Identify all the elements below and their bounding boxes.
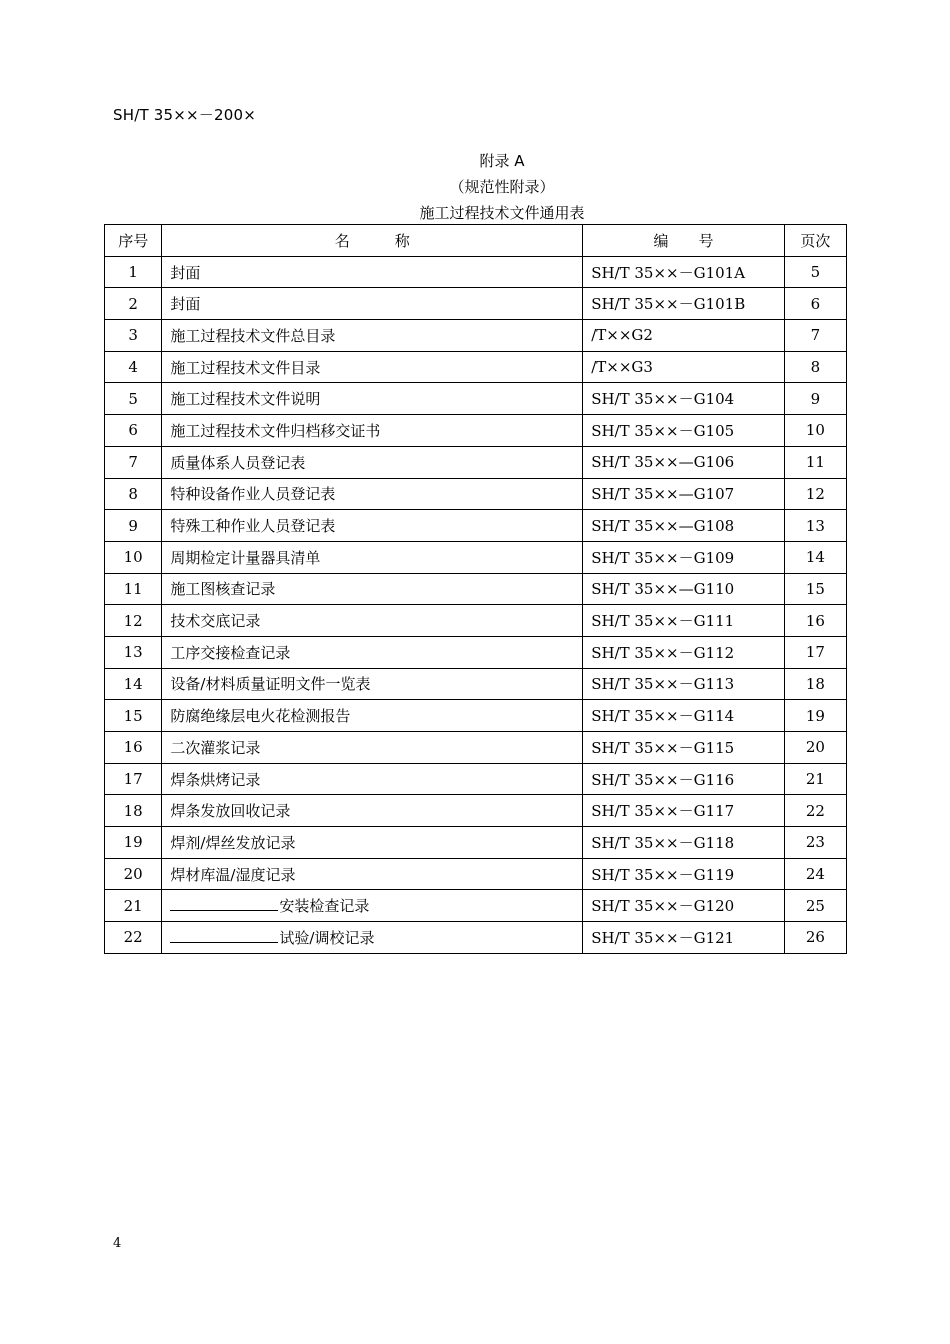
row-page: 10 bbox=[784, 415, 846, 447]
document-code-header: SH/T 35××－200× bbox=[113, 106, 257, 124]
row-number: 21 bbox=[105, 890, 162, 922]
table-row bbox=[105, 636, 847, 668]
row-name-cell bbox=[162, 858, 583, 890]
row-code: SH/T 35××—G107 bbox=[583, 478, 785, 510]
header-page: 页次 bbox=[784, 225, 846, 257]
row-page: 22 bbox=[784, 795, 846, 827]
row-name-cell bbox=[162, 256, 583, 288]
row-number: 8 bbox=[105, 478, 162, 510]
table-row bbox=[105, 890, 847, 922]
row-page: 9 bbox=[784, 383, 846, 415]
row-name-cell bbox=[162, 541, 583, 573]
row-name: 封面 bbox=[170, 295, 201, 314]
table-row bbox=[105, 351, 847, 383]
fill-in-blank-line bbox=[170, 928, 278, 943]
table-row bbox=[105, 858, 847, 890]
row-page: 13 bbox=[784, 510, 846, 542]
row-name: 施工过程技术文件说明 bbox=[170, 390, 321, 409]
row-name: 焊条烘烤记录 bbox=[170, 770, 261, 789]
row-name-cell bbox=[162, 573, 583, 605]
row-page: 21 bbox=[784, 763, 846, 795]
row-code: /T××G3 bbox=[583, 351, 785, 383]
row-name: 安装检查记录 bbox=[279, 897, 370, 916]
row-code: SH/T 35××—G110 bbox=[583, 573, 785, 605]
row-name-cell bbox=[162, 732, 583, 764]
row-name-cell bbox=[162, 351, 583, 383]
row-code: SH/T 35××－G118 bbox=[583, 827, 785, 859]
row-number: 10 bbox=[105, 541, 162, 573]
table-row bbox=[105, 541, 847, 573]
table-header-row bbox=[105, 225, 847, 257]
row-name: 施工过程技术文件归档移交证书 bbox=[170, 421, 381, 440]
header-code: 编 号 bbox=[583, 225, 785, 257]
row-code: SH/T 35××－G104 bbox=[583, 383, 785, 415]
row-name-cell bbox=[162, 795, 583, 827]
row-code: SH/T 35××－G117 bbox=[583, 795, 785, 827]
row-number: 16 bbox=[105, 732, 162, 764]
table-row bbox=[105, 795, 847, 827]
table-row bbox=[105, 763, 847, 795]
row-page: 18 bbox=[784, 668, 846, 700]
row-number: 12 bbox=[105, 605, 162, 637]
row-name: 设备/材料质量证明文件一览表 bbox=[170, 675, 371, 694]
table-row bbox=[105, 446, 847, 478]
row-code: SH/T 35××—G108 bbox=[583, 510, 785, 542]
row-number: 17 bbox=[105, 763, 162, 795]
row-name-cell bbox=[162, 383, 583, 415]
row-page: 12 bbox=[784, 478, 846, 510]
table-row bbox=[105, 320, 847, 352]
row-name: 特殊工种作业人员登记表 bbox=[170, 517, 336, 536]
row-name: 工序交接检查记录 bbox=[170, 643, 291, 662]
row-number: 13 bbox=[105, 636, 162, 668]
row-page: 20 bbox=[784, 732, 846, 764]
row-page: 16 bbox=[784, 605, 846, 637]
row-name-cell bbox=[162, 668, 583, 700]
row-code: SH/T 35××－G111 bbox=[583, 605, 785, 637]
row-number: 3 bbox=[105, 320, 162, 352]
header-name: 名 称 bbox=[162, 225, 583, 257]
row-name-cell bbox=[162, 700, 583, 732]
row-number: 1 bbox=[105, 256, 162, 288]
row-number: 7 bbox=[105, 446, 162, 478]
table-row bbox=[105, 668, 847, 700]
row-name-cell bbox=[162, 890, 583, 922]
row-number: 15 bbox=[105, 700, 162, 732]
row-page: 8 bbox=[784, 351, 846, 383]
row-name: 施工过程技术文件总目录 bbox=[170, 326, 336, 345]
row-page: 19 bbox=[784, 700, 846, 732]
row-name: 试验/调校记录 bbox=[279, 928, 375, 947]
table-row bbox=[105, 732, 847, 764]
row-code: SH/T 35××－G120 bbox=[583, 890, 785, 922]
row-name: 焊材库温/湿度记录 bbox=[170, 865, 296, 884]
row-number: 11 bbox=[105, 573, 162, 605]
row-code: SH/T 35××－G113 bbox=[583, 668, 785, 700]
row-name: 防腐绝缘层电火花检测报告 bbox=[170, 707, 351, 726]
table-row bbox=[105, 383, 847, 415]
row-code: SH/T 35××－G101A bbox=[583, 256, 785, 288]
row-name-cell bbox=[162, 478, 583, 510]
row-number: 5 bbox=[105, 383, 162, 415]
row-page: 17 bbox=[784, 636, 846, 668]
row-code: SH/T 35××－G121 bbox=[583, 922, 785, 954]
table-row bbox=[105, 256, 847, 288]
row-number: 14 bbox=[105, 668, 162, 700]
row-code: SH/T 35××－G109 bbox=[583, 541, 785, 573]
row-name-cell bbox=[162, 288, 583, 320]
row-number: 9 bbox=[105, 510, 162, 542]
row-number: 22 bbox=[105, 922, 162, 954]
row-page: 26 bbox=[784, 922, 846, 954]
row-name: 施工图核查记录 bbox=[170, 580, 276, 599]
row-page: 23 bbox=[784, 827, 846, 859]
row-name-cell bbox=[162, 763, 583, 795]
row-name-cell bbox=[162, 446, 583, 478]
appendix-title: 附录 A bbox=[479, 152, 525, 170]
row-page: 15 bbox=[784, 573, 846, 605]
row-number: 20 bbox=[105, 858, 162, 890]
row-name: 特种设备作业人员登记表 bbox=[170, 485, 336, 504]
row-name: 二次灌浆记录 bbox=[170, 738, 261, 757]
appendix-type: （规范性附录） bbox=[449, 178, 555, 196]
row-name: 封面 bbox=[170, 263, 201, 282]
technical-documents-table bbox=[104, 224, 847, 954]
table-row bbox=[105, 922, 847, 954]
row-name-cell bbox=[162, 320, 583, 352]
row-code: SH/T 35××－G101B bbox=[583, 288, 785, 320]
row-name-cell bbox=[162, 510, 583, 542]
row-number: 4 bbox=[105, 351, 162, 383]
row-name-cell bbox=[162, 636, 583, 668]
row-page: 5 bbox=[784, 256, 846, 288]
table-row bbox=[105, 827, 847, 859]
row-name: 周期检定计量器具清单 bbox=[170, 548, 321, 567]
row-page: 11 bbox=[784, 446, 846, 478]
fill-in-blank-line bbox=[170, 896, 278, 911]
table-row bbox=[105, 288, 847, 320]
row-name: 质量体系人员登记表 bbox=[170, 453, 306, 472]
row-number: 19 bbox=[105, 827, 162, 859]
row-code: SH/T 35××－G105 bbox=[583, 415, 785, 447]
row-name-cell bbox=[162, 605, 583, 637]
row-name-cell bbox=[162, 827, 583, 859]
row-page: 24 bbox=[784, 858, 846, 890]
row-code: SH/T 35××－G116 bbox=[583, 763, 785, 795]
header-no: 序号 bbox=[105, 225, 162, 257]
row-page: 25 bbox=[784, 890, 846, 922]
row-name: 施工过程技术文件目录 bbox=[170, 358, 321, 377]
table-row bbox=[105, 573, 847, 605]
row-page: 14 bbox=[784, 541, 846, 573]
table-title: 施工过程技术文件通用表 bbox=[419, 204, 585, 222]
table-row bbox=[105, 700, 847, 732]
row-name: 焊条发放回收记录 bbox=[170, 802, 291, 821]
row-page: 6 bbox=[784, 288, 846, 320]
row-name: 技术交底记录 bbox=[170, 612, 261, 631]
row-page: 7 bbox=[784, 320, 846, 352]
row-code: SH/T 35××－G112 bbox=[583, 636, 785, 668]
row-name-cell bbox=[162, 922, 583, 954]
table-row bbox=[105, 510, 847, 542]
row-code: SH/T 35××－G119 bbox=[583, 858, 785, 890]
table-row bbox=[105, 415, 847, 447]
row-code: SH/T 35××—G106 bbox=[583, 446, 785, 478]
table-row bbox=[105, 605, 847, 637]
row-code: SH/T 35××－G114 bbox=[583, 700, 785, 732]
row-code: /T××G2 bbox=[583, 320, 785, 352]
row-number: 6 bbox=[105, 415, 162, 447]
row-number: 18 bbox=[105, 795, 162, 827]
row-name-cell bbox=[162, 415, 583, 447]
row-name: 焊剂/焊丝发放记录 bbox=[170, 833, 296, 852]
row-number: 2 bbox=[105, 288, 162, 320]
table-row bbox=[105, 478, 847, 510]
page-number: 4 bbox=[113, 1236, 122, 1251]
row-code: SH/T 35××－G115 bbox=[583, 732, 785, 764]
